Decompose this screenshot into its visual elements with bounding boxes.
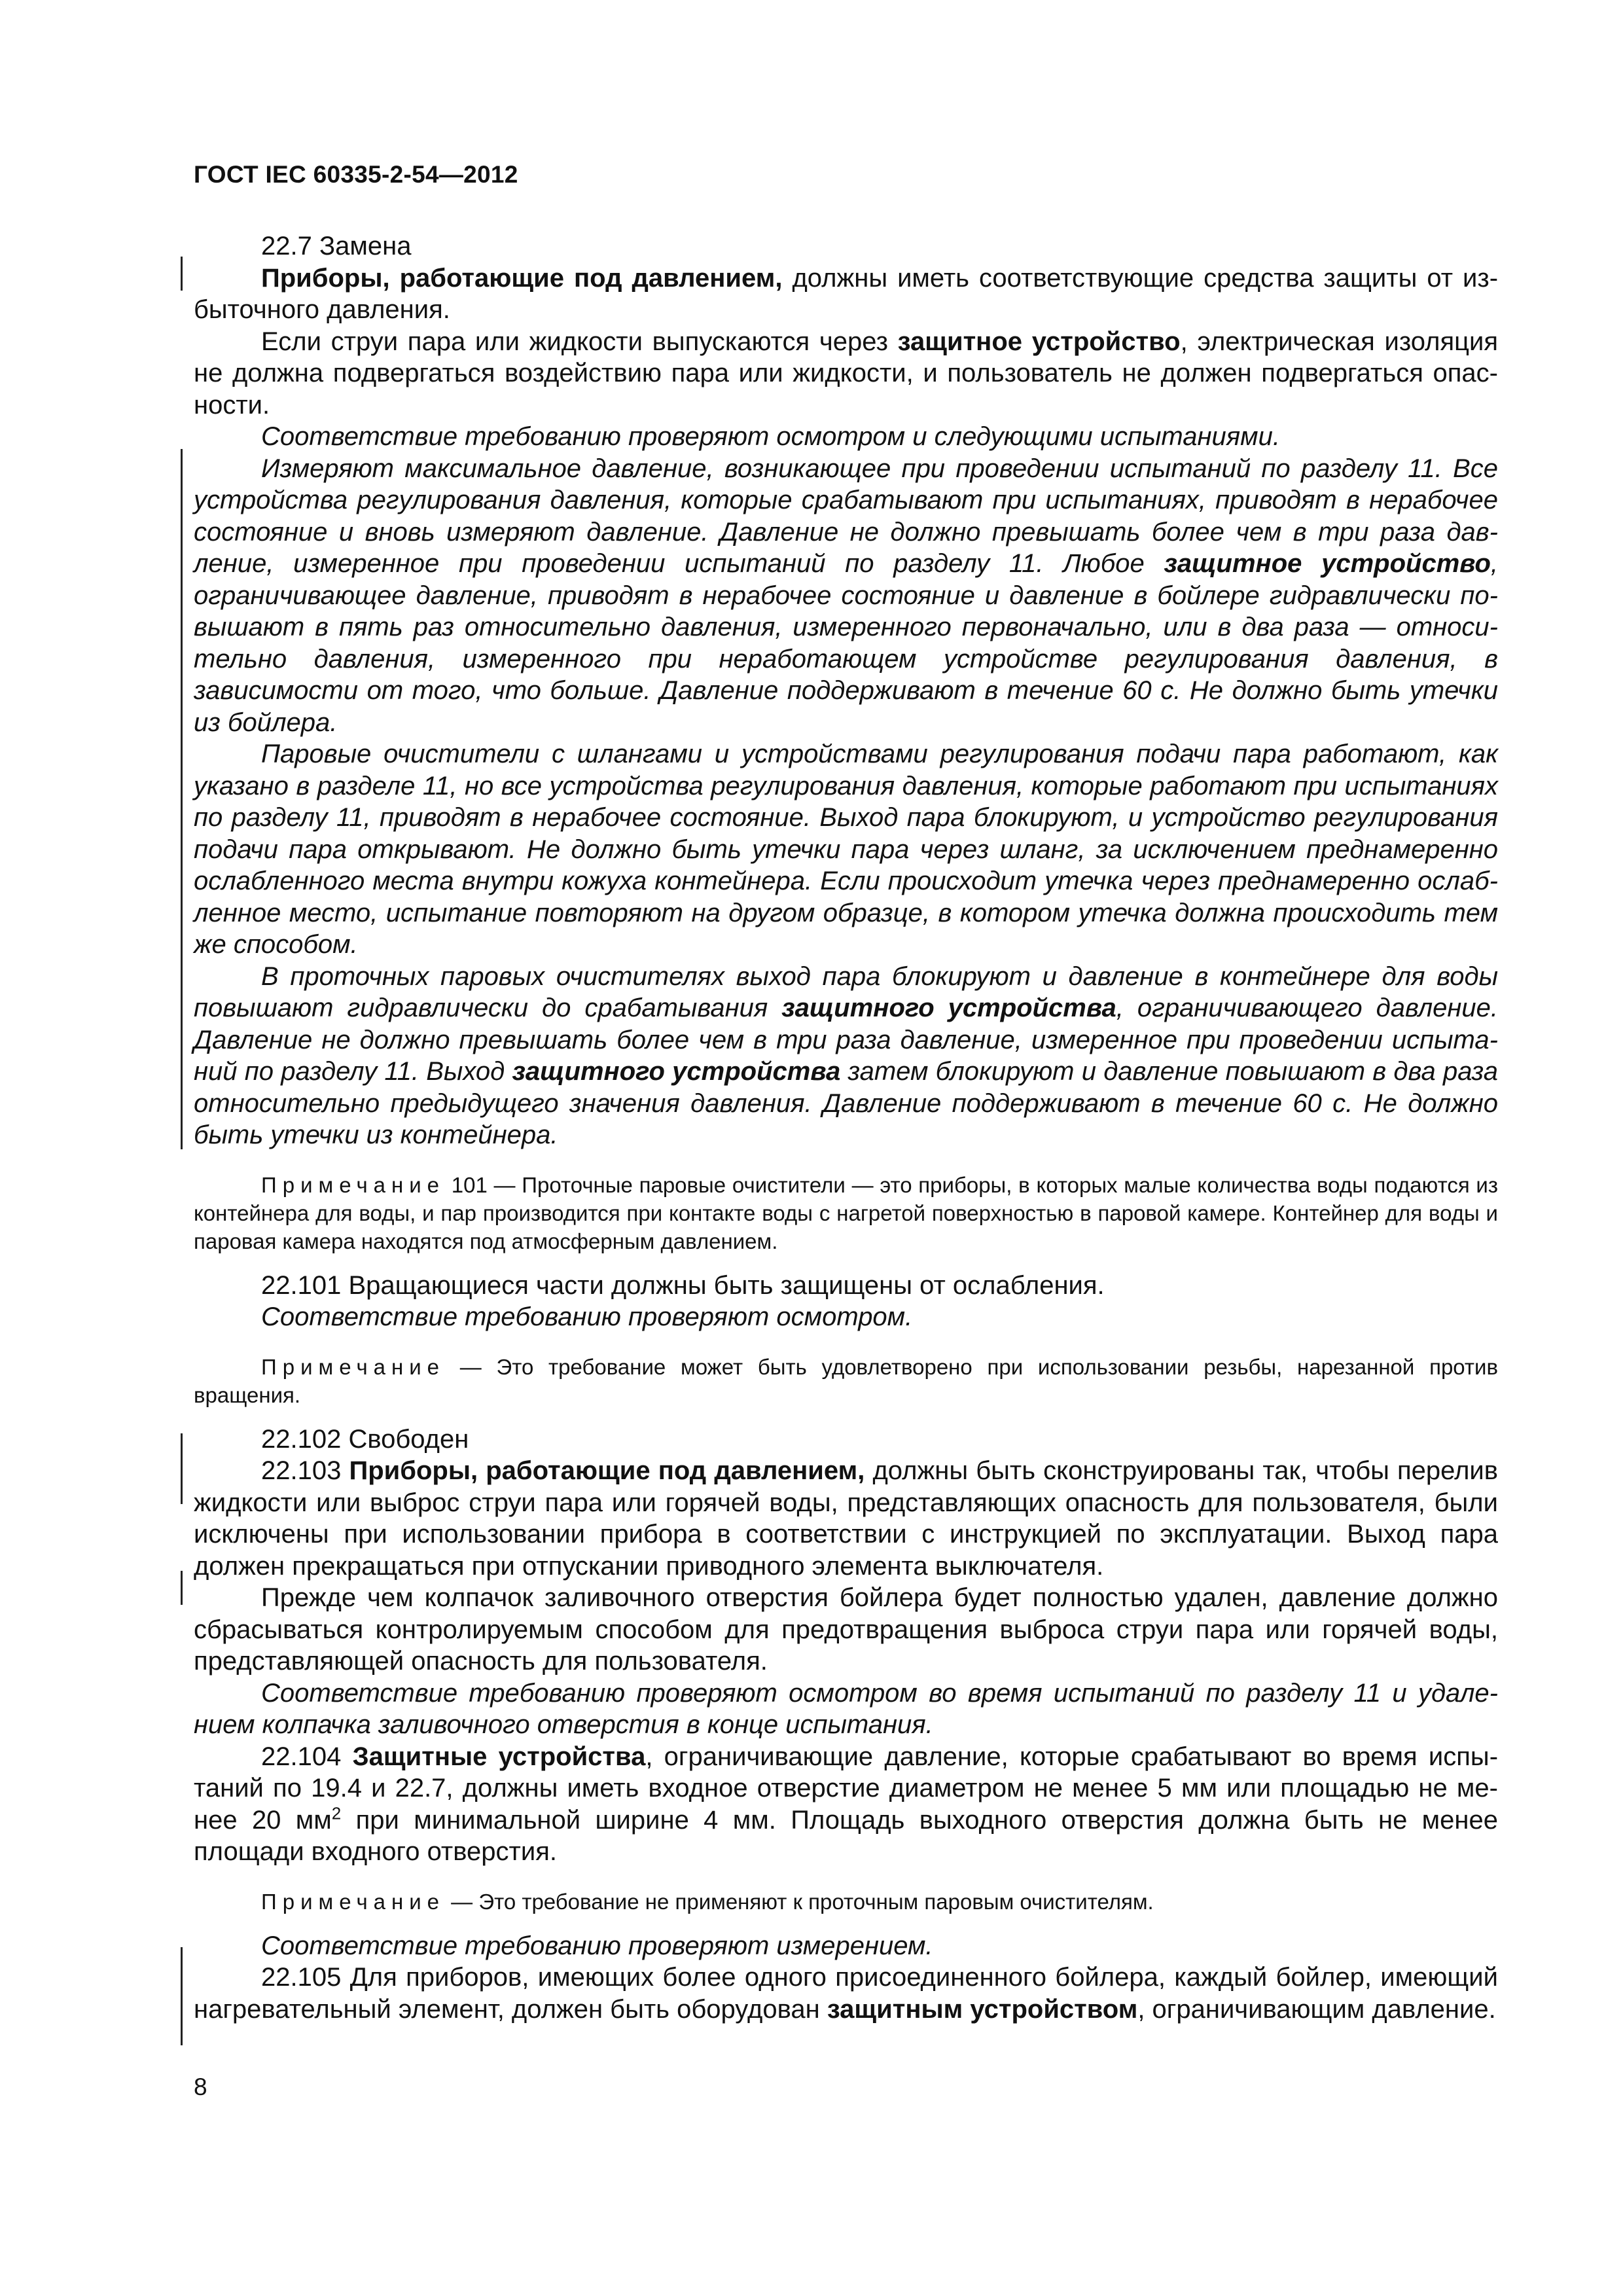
test-procedure: Паровые очистители с шлангами и устройствами регулирования подачи пара работают, как указано в разделе 11, но все устройства регулирования давления, которые работают при испытаниях по разделу 11, приводят в нерабочее состояние. Выход пара блокируют, и устройство регулирования подачи пара открывают. Не должно быть утечки пара через шланг, за исключением преднамеренно ослабленного места внутри кожуха контейнера. Если происходит утечка через преднамеренно ослабленное место, испытание повторяют на другом образце, в котором утечка должна происходить тем же способом. (194, 740, 1498, 959)
spacer (194, 1333, 1498, 1353)
note: Примечание — Это требование может быть удовлетворено при использовании резьбы, нарезанной против вращения. (194, 1354, 1498, 1407)
section-22-102: 22.102 Свободен (261, 1424, 469, 1454)
note-101: Примечание 101 — Проточные паровые очистители — это приборы, в которых малые количества воды подаются из контейнера для воды, и пар производится при контакте воды с нагретой поверхностью в паровой камере. Контейнер для воды и паровая камера находятся под атмосферным давлением. (194, 1172, 1498, 1253)
change-bar (181, 257, 183, 291)
spacer (194, 1255, 1498, 1270)
paragraph: Приборы, работающие под давлением, должны иметь соответствующие средства защиты от избыточного давления. (194, 263, 1499, 324)
paragraph: Если струи пара или жидкости выпускаются через защитное устройство, электрическая изоляция не должна подвергаться воздействию пара или жидкости, и пользователь не должен подвергаться опасности. (194, 327, 1499, 420)
document-body (194, 230, 1498, 2025)
test-procedure: В проточных паровых очистителях выход пара блокируют и давление в контейнере для воды повышают гидравлически до срабатывания защитного устройства, ограничивающего давление. Давление не должно превышать более чем в три раза давление, измеренное при проведении испытаний по разделу 11. Выход защитного устройства затем блокируют и давление повышают в два раза относительно предыдущего значения давления. Давление поддерживают в течение 60 с. Не должно быть утечки из контейнера. (194, 961, 1499, 1149)
spacer (194, 1868, 1498, 1888)
compliance-check: Соответствие требованию проверяют осмотром и следующими испытаниями. (261, 422, 1280, 451)
section-22-105: 22.105 Для приборов, имеющих более одного присоединенного бойлера, каждый бойлер, имеющий нагревательный элемент, должен быть оборудован защитным устройством, ограничивающим давление. (194, 1963, 1498, 2024)
change-bar (181, 1433, 183, 1504)
spacer (194, 1409, 1498, 1424)
section-22-104: 22.104 Защитные устройства, ограничивающие давление, которые срабатывают во время испытаний по 19.4 и 22.7, должны иметь входное отверстие диаметром не менее 5 мм или площадью не менее 20 $мм^2$ при минимальной ширине 4 мм. Площадь выходного отверстия должна быть не менее площади входного отверстия. (194, 1742, 1499, 1866)
section-title-22-7: 22.7 Замена (261, 232, 412, 260)
paragraph: Прежде чем колпачок заливочного отверстия бойлера будет полностью удален, давление должно сбрасываться контролируемым способом для предотвращения выброса струи пара или горячей воды, представляющей опасность для пользователя. (194, 1583, 1498, 1676)
compliance-check: Соответствие требованию проверяют измерением. (261, 1931, 933, 1960)
test-procedure: Измеряют максимальное давление, возникающее при проведении испытаний по разделу 11. Все устройства регулирования давления, которые срабатывают при испытаниях, приводят в нерабочее состояние и вновь измеряют давление. Давление не должно превышать более чем в три раза давление, измеренное при проведении испытаний по разделу 11. Любое защитное устройство, ограничивающее давление, приводят в нерабочее состояние и давление в бойлере гидравлически повышают в пять раз относительно давления, измеренного первоначально, или в два раза — относительно давления, измеренного при неработающем устройстве регулирования давления, в зависимости от того, что больше. Давление поддерживают в течение 60 с. Не должно быть утечки из бойлера. (194, 454, 1499, 737)
spacer (194, 1151, 1498, 1171)
note: Примечание — Это требование не применяют к проточным паровым очистителям. (261, 1889, 1154, 1914)
change-bar (181, 1947, 183, 2045)
change-bar (181, 449, 183, 1149)
section-22-101: 22.101 Вращающиеся части должны быть защищены от ослабления. (261, 1270, 1105, 1300)
document-header: ГОСТ IEC 60335-2-54—2012 (194, 161, 518, 188)
page-number: 8 (194, 2073, 207, 2100)
spacer (194, 1916, 1498, 1930)
compliance-check: Соответствие требованию проверяют осмотром. (261, 1302, 913, 1331)
section-22-103: 22.103 Приборы, работающие под давлением, должны быть сконструированы так, чтобы перелив жидкости или выброс струи пара или горячей воды, представляющих опасность для пользователя, были исключены при использовании прибора в соответствии с инструкцией по эксплуатации. Выход пара должен прекращаться при отпускании приводного элемента выключателя. (194, 1456, 1498, 1581)
change-bar (181, 1571, 183, 1605)
compliance-check: Соответствие требованию проверяют осмотром во время испытаний по разделу 11 и удалением колпачка заливочного отверстия в конце испытания. (194, 1678, 1498, 1739)
